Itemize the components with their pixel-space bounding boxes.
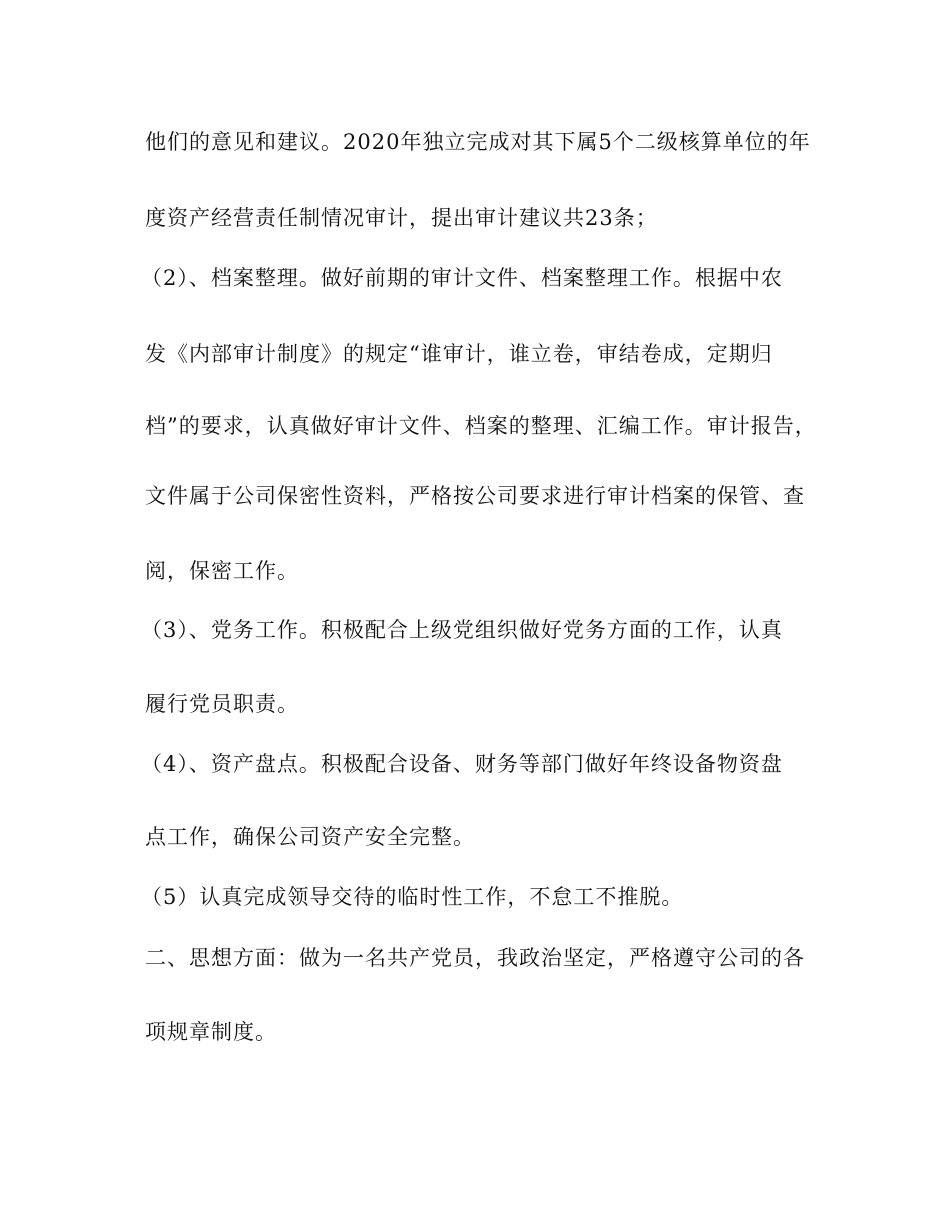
text-line: 点工作，确保公司资产安全完整。 [145, 825, 475, 849]
text-line: 度资产经营责任制情况审计，提出审计建议共23条； [145, 206, 658, 230]
text-line: （4）、资产盘点。积极配合设备、财务等部门做好年终设备物资盘 [141, 752, 783, 776]
text-line: （5）认真完成领导交待的临时性工作，不怠工不推脱。 [141, 885, 684, 909]
text-line: 项规章制度。 [145, 1020, 277, 1044]
text-line: （2）、档案整理。做好前期的审计文件、档案整理工作。根据中农 [141, 266, 783, 290]
text-line: 档”的要求，认真做好审计文件、档案的整理、汇编工作。审计报告， [145, 414, 817, 438]
text-line: 发《内部审计制度》的规定“谁审计，谁立卷，审结卷成，定期归 [145, 342, 773, 366]
text-line: 二、思想方面：做为一名共产党员，我政治坚定，严格遵守公司的各 [145, 946, 805, 970]
text-line: 他们的意见和建议。2020年独立完成对其下属5个二级核算单位的年 [145, 130, 811, 154]
text-line: 文件属于公司保密性资料，严格按公司要求进行审计档案的保管、查 [145, 484, 805, 508]
text-line: （3）、党务工作。积极配合上级党组织做好党务方面的工作，认真 [141, 618, 783, 642]
text-line: 履行党员职责。 [145, 692, 299, 716]
text-line: 阅，保密工作。 [145, 559, 299, 583]
